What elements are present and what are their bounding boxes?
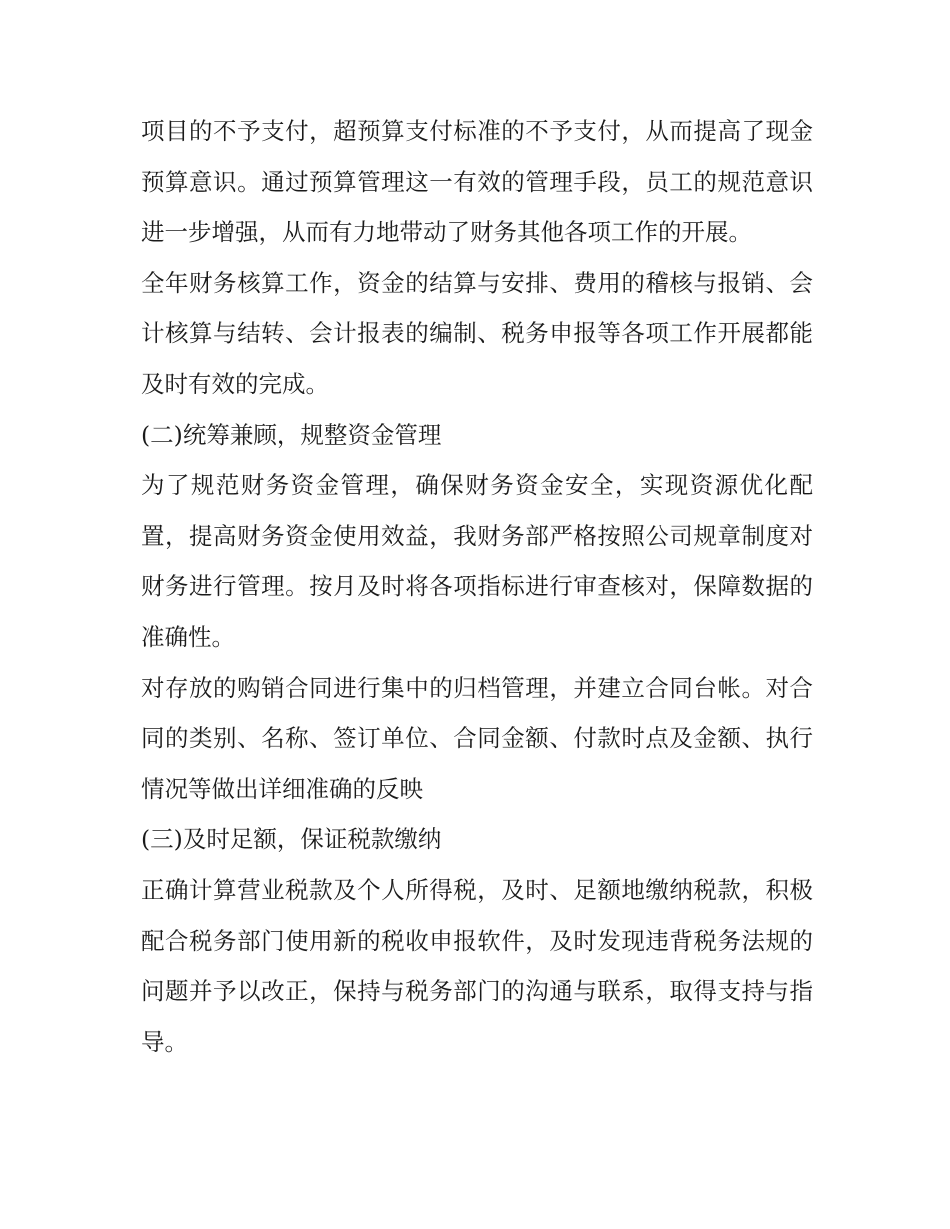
paragraph-tax-payment: 正确计算营业税款及个人所得税，及时、足额地缴纳税款，积极配合税务部门使用新的税收申报软件，及时发现违背税务法规的问题并予以改正，保持与税务部门的沟通与联系，取得支持与指导。: [141, 875, 813, 1056]
paragraph-contract-management: 对存放的购销合同进行集中的归档管理，并建立合同台帐。对合同的类别、名称、签订单位、合同金额、付款时点及金额、执行情况等做出详细准确的反映: [141, 673, 813, 803]
paragraph-budget-awareness: 项目的不予支付，超预算支付标准的不予支付，从而提高了现金预算意识。通过预算管理这一有效的管理手段，员工的规范意识进一步增强，从而有力地带动了财务其他各项工作的开展。: [141, 117, 813, 247]
document-body: [141, 106, 813, 1067]
paragraph-fund-management: 为了规范财务资金管理，确保财务资金安全，实现资源优化配置，提高财务资金使用效益，我财务部严格按照公司规章制度对财务进行管理。按月及时将各项指标进行审查核对，保障数据的准确性。: [141, 471, 813, 651]
section-heading-fund-management: (二)统筹兼顾，规整资金管理: [141, 420, 442, 449]
paragraph-accounting-work: 全年财务核算工作，资金的结算与安排、费用的稽核与报销、会计核算与结转、会计报表的编制、税务申报等各项工作开展都能及时有效的完成。: [141, 268, 813, 398]
section-heading-tax-payment: (三)及时足额，保证税款缴纳: [141, 825, 442, 854]
